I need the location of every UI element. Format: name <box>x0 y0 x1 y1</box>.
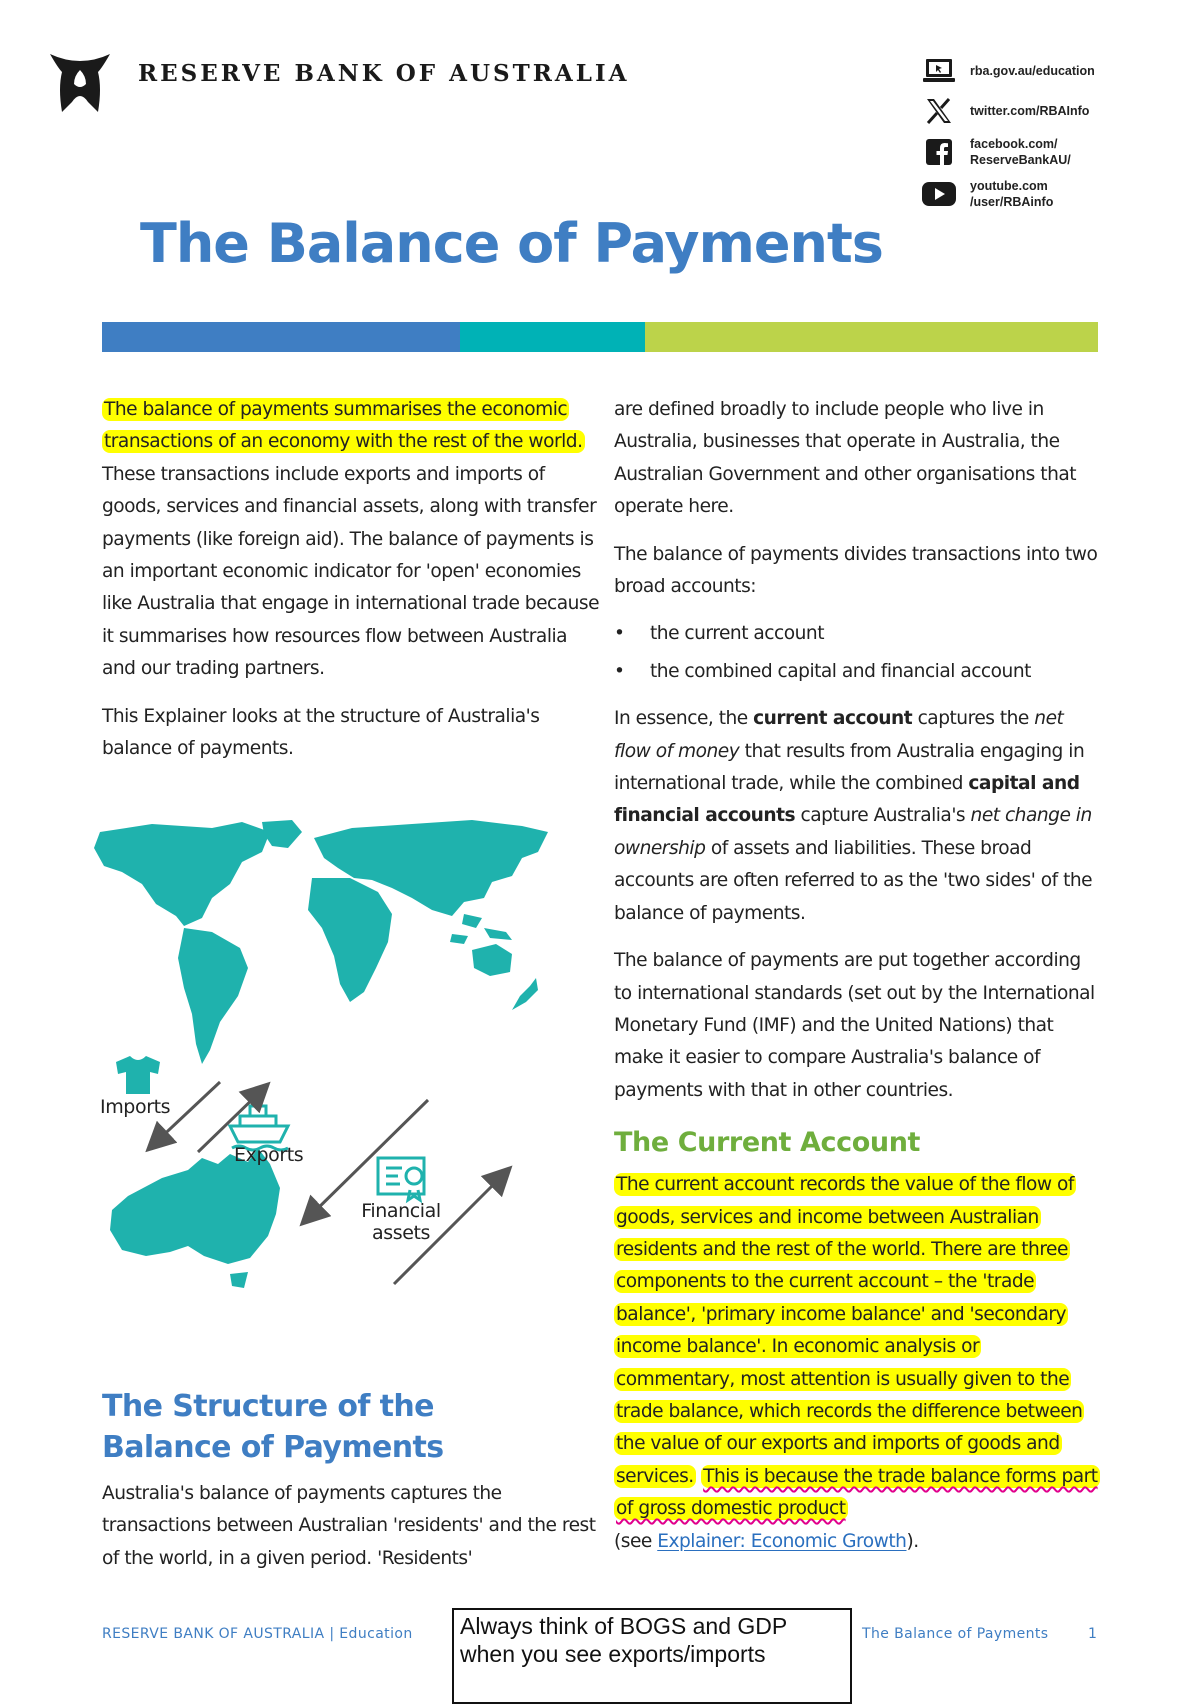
social-link-twitter[interactable] <box>922 96 1162 126</box>
highlighted-underlined-text: This is because the trade balance forms part of gross domestic product <box>616 1465 1098 1520</box>
section-heading-current-account: The Current Account <box>614 1127 921 1159</box>
footer-bank-name: RESERVE BANK OF AUSTRALIA <box>102 1626 325 1642</box>
title-bar-teal <box>460 322 645 352</box>
title-bar-green <box>645 322 1098 352</box>
social-link-facebook[interactable] <box>922 136 1162 168</box>
annotation-note-box[interactable] <box>452 1608 852 1704</box>
text-run-italic: net flow of money <box>614 708 1064 762</box>
title-bar-blue <box>102 322 460 352</box>
right-column <box>614 394 1100 1573</box>
footer-title: The Balance of Payments <box>862 1626 1049 1642</box>
list-item <box>614 656 1100 688</box>
text-run: of assets and liabilities. These broad accounts are often referred to as the 'two sides' of the balance of payments. <box>614 837 1093 924</box>
bullet-dot-icon: • <box>614 623 625 645</box>
t-shirt-icon <box>116 1056 160 1094</box>
social-links <box>922 56 1162 220</box>
social-text: youtube.com <box>970 179 1048 193</box>
note-line: Always think of BOGS and GDP <box>460 1613 788 1639</box>
x-logo-icon <box>922 96 956 126</box>
bullet-dot-icon: • <box>614 660 625 682</box>
laptop-icon <box>922 56 956 86</box>
label-financial-line1: Financial <box>361 1200 441 1222</box>
paragraph <box>102 394 600 686</box>
social-text: rba.gov.au/education <box>970 64 1095 78</box>
page-title: The Balance of Payments <box>140 212 883 275</box>
highlighted-text: The current account records the value of the flow of goods, services and income between Australian residents and the rest of the world. There are three components to the current account – the 'trade balance', 'primary income balance' and 'secondary income balance'. In economic analysis or commentary, most attention is usually given to the trade balance, which records the difference between the value of our exports and imports of goods and services. <box>616 1174 1083 1487</box>
text-run: In essence, the <box>614 708 754 730</box>
paragraph: The balance of payments divides transactions into two broad accounts: <box>614 543 1098 598</box>
left-column-bottom <box>102 1478 600 1590</box>
text-run-italic: net change in ownership <box>614 805 1092 859</box>
bank-name: RESERVE BANK OF AUSTRALIA <box>138 60 630 87</box>
world-map <box>94 820 548 1288</box>
certificate-icon <box>378 1158 424 1200</box>
social-link-website[interactable] <box>922 56 1162 86</box>
footer-left <box>102 1626 413 1642</box>
text-run: (see <box>614 1530 658 1552</box>
paragraph <box>614 1169 1100 1558</box>
list-item <box>614 618 1100 650</box>
text-run-bold: capital and financial accounts <box>614 773 1080 827</box>
world-map-graphic <box>92 818 612 1358</box>
paragraph: The balance of payments are put together according to international standards (set out by the International Monetary Fund (IMF) and the United Nations) that make it easier to compare Australia's balance of payments with that in other countries. <box>614 950 1095 1101</box>
section-heading-structure: The Structure of the Balance of Payments <box>102 1389 444 1465</box>
left-column <box>102 394 600 780</box>
paragraph: Australia's balance of payments captures the transactions between Australian 'residents' and the rest of the world, in a given period. 'Residents' <box>102 1483 596 1569</box>
list-item-text: the combined capital and financial account <box>650 660 1031 682</box>
youtube-icon <box>922 179 956 209</box>
note-line: when you see exports/imports <box>460 1641 766 1667</box>
paragraph <box>614 703 1100 930</box>
footer-section: Education <box>339 1626 413 1642</box>
label-financial-line2: assets <box>371 1222 431 1244</box>
paragraph-text: These transactions include exports and imports of goods, services and financial assets, along with transfer payments (like foreign aid). The balance of payments is an important economic indicator for 'open' economies like Australia that engage in international trade because it summarises how resources flow between Australia and our trading partners. <box>102 463 600 680</box>
trade-illustration <box>92 818 612 1358</box>
social-text: twitter.com/RBAInfo <box>970 104 1090 118</box>
text-run-bold: current account <box>753 708 913 730</box>
explainer-economic-growth-link[interactable]: Explainer: Economic Growth <box>657 1530 907 1552</box>
label-financial-assets <box>356 1200 446 1244</box>
footer-separator: | <box>324 1626 340 1642</box>
list-item-text: the current account <box>650 623 824 645</box>
account-list <box>614 618 1100 688</box>
text-run: that results from Australia engaging in international trade, while the combined <box>614 740 1085 795</box>
rba-logo-icon <box>48 50 112 116</box>
text-run: ). <box>906 1530 919 1552</box>
text-run: captures the <box>912 708 1035 730</box>
social-text: /user/RBAinfo <box>970 195 1054 209</box>
page-number: 1 <box>1088 1626 1098 1642</box>
label-imports: Imports <box>100 1096 171 1118</box>
paragraph: are defined broadly to include people who live in Australia, businesses that operate in Australia, the Australian Government and other organisations that operate here. <box>614 399 1077 518</box>
text-run: capture Australia's <box>795 805 971 827</box>
social-text: ReserveBankAU/ <box>970 153 1071 167</box>
facebook-icon <box>922 137 956 167</box>
label-exports: Exports <box>234 1144 304 1166</box>
highlighted-text: The balance of payments summarises the economic transactions of an economy with the rest of the world. <box>104 399 583 453</box>
paragraph: This Explainer looks at the structure of Australia's balance of payments. <box>102 705 540 760</box>
social-text: facebook.com/ <box>970 137 1058 151</box>
social-link-youtube[interactable] <box>922 178 1162 210</box>
